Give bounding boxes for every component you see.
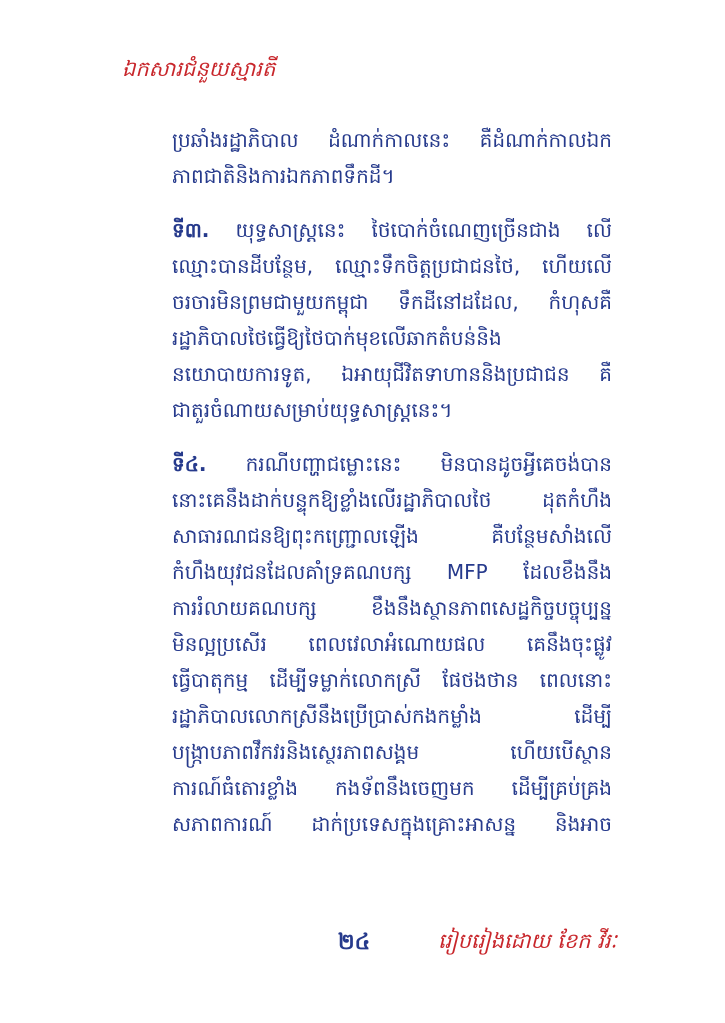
text-line: កំហឹងយុវជនដែលគាំទ្រគណបក្ស MFP ដែលខឹងនឹង xyxy=(172,560,612,584)
running-header-title: ឯកសារជំនួយស្មារតី xyxy=(122,57,276,81)
paragraph-3 xyxy=(172,446,612,842)
text-line: ធ្វើបាតុកម្ម ដើម្បីទម្លាក់លោកស្រី ផែថងថាន ពេលនោះ xyxy=(172,668,612,692)
paragraph-1 xyxy=(172,122,612,194)
paragraph-2 xyxy=(172,212,612,428)
text-line: សភាពការណ៍ ដាក់ប្រទេសក្នុងគ្រោះអាសន្ន និងអាច xyxy=(172,812,612,836)
text-line: ការណ៍ធំតោរខ្លាំង កងទ័ពនឹងចេញមក ដើម្បីគ្រប់គ្រង xyxy=(172,776,612,800)
page-footer xyxy=(0,928,725,968)
text-line xyxy=(172,446,612,482)
paragraph-lead: ទី៤. xyxy=(172,452,207,476)
text-line: ប្រឆាំងរដ្ឋាភិបាល ដំណាក់កាលនេះ គឺដំណាក់កាលឯក xyxy=(172,128,612,152)
page-number: ២៤ xyxy=(338,930,371,955)
text-line: ជាតួរចំណាយសម្រាប់យុទ្ធសាស្ត្រនេះ។ xyxy=(172,398,453,422)
text-line xyxy=(172,212,612,248)
text-line: ឈ្មោះបានដីបន្ថែម, ឈ្មោះទឹកចិត្តប្រជាជនថៃ, ហើយលើ xyxy=(172,254,612,278)
paragraph-lead: ទី៣. xyxy=(172,218,210,242)
author-credit: រៀបរៀងដោយ ខែក វីរៈ xyxy=(438,929,617,953)
text-line: ចរចារមិនព្រមជាមួយកម្ពុជា ទឹកដីនៅដដែល, កំហុសគឺ xyxy=(172,290,612,314)
text-line: រដ្ឋាភិបាលថៃធ្វើឱ្យថៃបាក់មុខលើឆាកតំបន់និង xyxy=(172,326,502,350)
text-line: បង្ក្រាបភាពវឹកវរនិងស្ថេរភាពសង្គម ហើយបើស្ថាន xyxy=(172,740,612,764)
text-line: មិនល្អប្រសើរ ពេលវេលាអំណោយផល គេនឹងចុះផ្លូវ xyxy=(172,632,612,656)
text-line-content: យុទ្ធសាស្ត្រនេះ ថៃបោក់ចំណេញច្រើនជាង លើ xyxy=(235,218,612,242)
text-line-content: ករណីបញ្ហាជម្លោះនេះ មិនបានដូចអ្វីគេចង់បាន xyxy=(245,452,612,476)
text-line: ភាពជាតិនិងការឯកភាពទឹកដី។ xyxy=(172,164,395,188)
text-line: សាធារណជនឱ្យពុះកញ្ជ្រោលឡើង គឺបន្ថែមសាំងលើ xyxy=(172,524,612,548)
text-line: នោះគេនឹងដាក់បន្ទុកឱ្យខ្លាំងលើរដ្ឋាភិបាលថៃ ដុតកំហឹង xyxy=(172,488,612,512)
text-line: ការរំលាយគណបក្ស ខឹងនឹងស្ថានភាពសេដ្ឋកិច្ចបច្ចុប្បន្ន xyxy=(172,596,612,620)
text-line: រដ្ឋាភិបាលលោកស្រីនឹងប្រើប្រាស់កងកម្លាំង ដើម្បី xyxy=(172,704,612,728)
text-line: នយោបាយការទូត, ឯអាយុជីវិតទាហាននិងប្រជាជន គឺ xyxy=(172,362,612,386)
body-text xyxy=(172,122,612,860)
